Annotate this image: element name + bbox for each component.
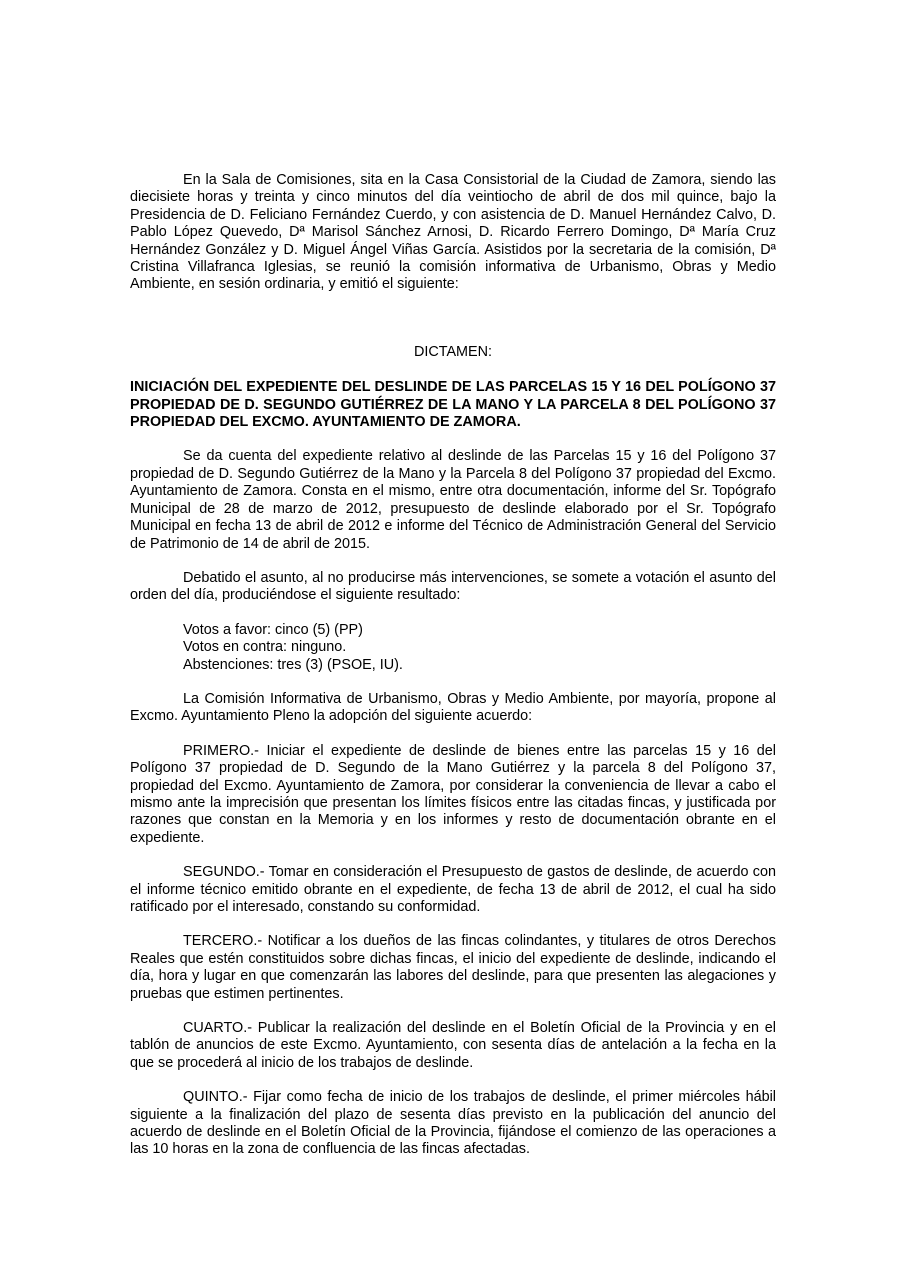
primero-paragraph: PRIMERO.- Iniciar el expediente de deslinde de bienes entre las parcelas 15 y 16 del Polígono 37 propiedad de D. Segundo de la Mano Gutiérrez y la parcela 8 del Polígono 37, propiedad del Excmo. Ayuntamiento de Zamora, por considerar la conveniencia de llevar a cabo el mismo ante la imprecisión que presentan los límites físicos entre las citadas fincas, y justificada por razones que constan en la Memoria y en los informes y resto de documentación obrante en el expediente. [130,742,776,846]
quinto-paragraph: QUINTO.- Fijar como fecha de inicio de los trabajos de deslinde, el primer miércoles hábil siguiente a la finalización del plazo de sesenta días previsto en la publicación del anuncio del acuerdo de deslinde en el Boletín Oficial de la Provincia, fijándose el comienzo de las operaciones a las 10 horas en la zona de confluencia de las fincas afectadas. [130,1089,776,1158]
comision-paragraph: La Comisión Informativa de Urbanismo, Obras y Medio Ambiente, por mayoría, propone al Excmo. Ayuntamiento Pleno la adopción del siguiente acuerdo: [130,690,776,725]
agenda-title: INICIACIÓN DEL EXPEDIENTE DEL DESLINDE DE LAS PARCELAS 15 Y 16 DEL POLÍGONO 37 PROPIEDAD DE D. SEGUNDO GUTIÉRREZ DE LA MANO Y LA PARCELA 8 DEL POLÍGONO 37 PROPIEDAD DEL EXCMO. AYUNTAMIENTO DE ZAMORA. [130,379,776,431]
cuarto-paragraph: CUARTO.- Publicar la realización del deslinde en el Boletín Oficial de la Provincia y en el tablón de anuncios de este Excmo. Ayuntamiento, con sesenta días de antelación a la fecha en la que se procederá al inicio de los trabajos de deslinde. [130,1020,776,1071]
votes-favor: Votos a favor: cinco (5) (PP) [183,621,363,638]
vote-results [130,622,776,674]
dictamen-heading: DICTAMEN: [413,343,493,360]
debatido-paragraph: Debatido el asunto, al no producirse más intervenciones, se somete a votación el asunto del orden del día, produciéndose el siguiente resultado: [130,569,776,604]
tercero-paragraph: TERCERO.- Notificar a los dueños de las fincas colindantes, y titulares de otros Derechos Reales que estén constituidos sobre dichas fincas, el inicio del expediente de deslinde, indicando el día, hora y lugar en que comenzarán las labores del deslinde, para que presenten las alegaciones y pruebas que estimen pertinentes. [130,933,776,1002]
votes-abstenciones: Abstenciones: tres (3) (PSOE, IU). [183,656,403,673]
segundo-paragraph: SEGUNDO.- Tomar en consideración el Presupuesto de gastos de deslinde, de acuerdo con el informe técnico emitido obrante en el expediente, de fecha 13 de abril de 2012, el cual ha sido ratificado por el interesado, constando su conformidad. [130,864,776,915]
intro-paragraph: En la Sala de Comisiones, sita en la Casa Consistorial de la Ciudad de Zamora, siendo las diecisiete horas y treinta y cinco minutos del día veintiocho de abril de dos mil quince, bajo la Presidencia de D. Feliciano Fernández Cuerdo, y con asistencia de D. Manuel Hernández Calvo, D. Pablo López Quevedo, Dª Marisol Sánchez Arnosi, D. Ricardo Ferrero Domingo, Dª María Cruz Hernández González y D. Miguel Ángel Viñas García. Asistidos por la secretaria de la comisión, Dª Cristina Villafranca Iglesias, se reunió la comisión informativa de Urbanismo, Obras y Medio Ambiente, en sesión ordinaria, y emitió el siguiente: [130,172,776,293]
document-page [130,172,776,1159]
cuenta-paragraph: Se da cuenta del expediente relativo al deslinde de las Parcelas 15 y 16 del Polígono 37 propiedad de D. Segundo Gutiérrez de la Mano y la Parcela 8 del Polígono 37 propiedad del Excmo. Ayuntamiento de Zamora. Consta en el mismo, entre otra documentación, informe del Sr. Topógrafo Municipal de 28 de marzo de 2012, presupuesto de deslinde elaborado por el Sr. Topógrafo Municipal en fecha 13 de abril de 2012 e informe del Técnico de Administración General del Servicio de Patrimonio de 14 de abril de 2015. [130,448,776,552]
votes-contra: Votos en contra: ninguno. [183,639,347,656]
